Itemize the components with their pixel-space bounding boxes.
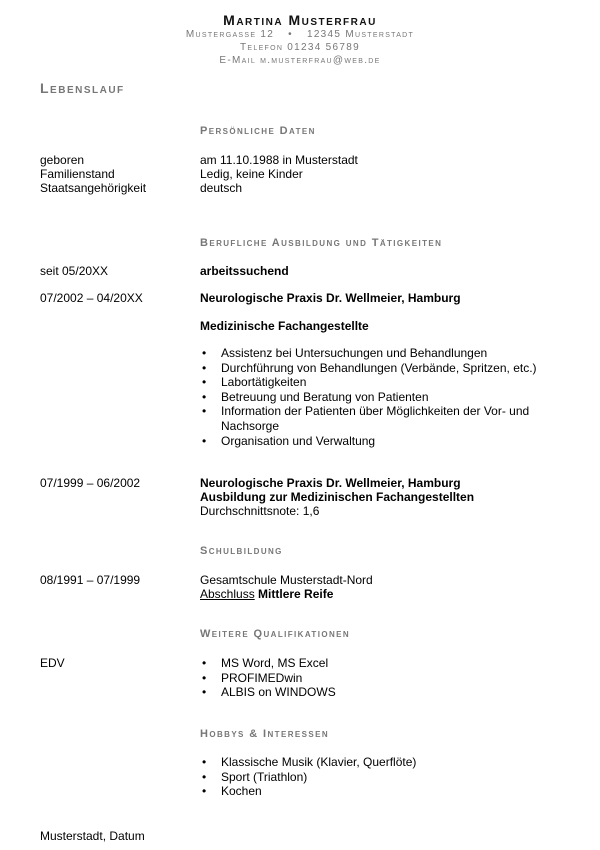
career-date-current: seit 05/20XX (40, 264, 109, 278)
list-item: • MS Word, MS Excel (200, 656, 561, 671)
personal-value-marital: Ledig, keine Kinder (200, 167, 303, 181)
section-heading-career: Berufliche Ausbildung und Tätigkeiten (200, 237, 443, 249)
personal-value-nationality: deutsch (200, 181, 243, 195)
career-position-job: Medizinische Fachangestellte (200, 319, 369, 333)
address-line (0, 28, 600, 41)
degree-label: Abschluss (200, 587, 255, 601)
career-task-list (200, 346, 561, 448)
list-item: • Assistenz bei Untersuchungen und Behandlungen (200, 346, 561, 361)
street: Mustergasse 12 (185, 29, 275, 40)
phone: Telefon 01234 56789 (240, 42, 360, 53)
section-heading-hobbies: Hobbys & Interessen (200, 728, 330, 740)
address-separator: • (288, 29, 293, 40)
city: 12345 Musterstadt (306, 29, 415, 40)
section-heading-personal: Persönliche Daten (200, 125, 316, 137)
personal-label-marital: Familienstand (40, 167, 115, 181)
hobbies-list (200, 755, 561, 799)
list-item: • ALBIS on WINDOWS (200, 685, 561, 700)
cv-header (0, 12, 600, 67)
career-status-current: arbeitssuchend (200, 264, 289, 278)
applicant-name: Martina Musterfrau (223, 12, 377, 28)
personal-value-birth: am 11.10.1988 in Musterstadt (200, 153, 358, 167)
email: E-Mail m.musterfrau@web.de (219, 55, 381, 66)
list-item: • Organisation und Verwaltung (200, 434, 561, 449)
list-item: • PROFIMEDwin (200, 671, 561, 686)
school-degree-line (200, 587, 333, 601)
place-date: Musterstadt, Datum (40, 829, 145, 843)
list-item: • Sport (Triathlon) (200, 770, 561, 785)
school-date: 08/1991 – 07/1999 (40, 573, 141, 587)
career-training-grade: Durchschnittsnote: 1,6 (200, 504, 320, 518)
personal-label-birth: geboren (40, 153, 85, 167)
list-item: • Kochen (200, 784, 561, 799)
career-employer-job: Neurologische Praxis Dr. Wellmeier, Hamburg (200, 291, 461, 305)
list-item: • Labortätigkeiten (200, 375, 561, 390)
career-training-title: Ausbildung zur Medizinischen Fachangestellten (200, 490, 475, 504)
personal-label-nationality: Staatsangehörigkeit (40, 181, 147, 195)
degree-value: Mittlere Reife (258, 587, 334, 601)
list-item: • Klassische Musik (Klavier, Querflöte) (200, 755, 561, 770)
qualifications-list (200, 656, 561, 700)
section-heading-school: Schulbildung (200, 545, 283, 557)
qualifications-label: EDV (40, 656, 65, 670)
list-item: • Durchführung von Behandlungen (Verbände, Spritzen, etc.) (200, 361, 561, 376)
section-heading-qualifications: Weitere Qualifikationen (200, 628, 351, 640)
career-date-training: 07/1999 – 06/2002 (40, 476, 141, 490)
list-item: • Betreuung und Beratung von Patienten (200, 390, 561, 405)
school-name: Gesamtschule Musterstadt-Nord (200, 573, 373, 587)
career-date-job: 07/2002 – 04/20XX (40, 291, 143, 305)
career-employer-training: Neurologische Praxis Dr. Wellmeier, Hamburg (200, 476, 461, 490)
document-title: Lebenslauf (40, 80, 125, 96)
list-item: • Information der Patienten über Möglichkeiten der Vor- und Nachsorge (200, 404, 561, 433)
